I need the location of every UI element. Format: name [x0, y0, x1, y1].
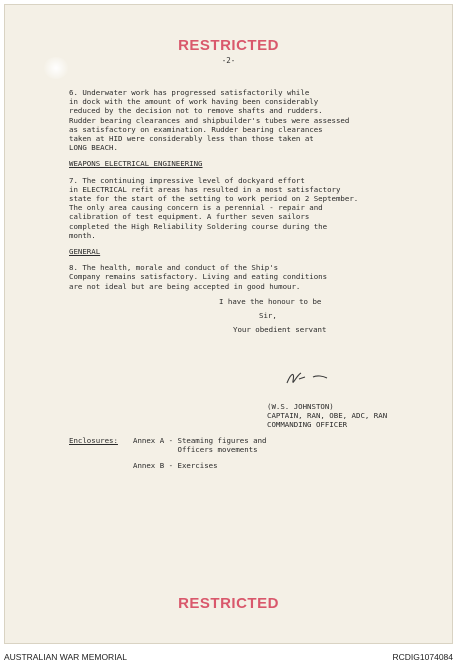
paragraph-8: 8. The health, morale and conduct of the Ship's Company remains satisfactory. Living and eating conditions are not ideal but are being accepted in good humour.: [69, 263, 328, 291]
annex-a: Annex A - Steaming figures and Officers movements: [133, 436, 267, 454]
signatory-name: (W.S. JOHNSTON): [267, 402, 334, 411]
closing-line-3: Your obedient servant: [233, 325, 327, 334]
heading-weapons-electrical: WEAPONS ELECTRICAL ENGINEERING: [69, 159, 203, 169]
restricted-stamp-bottom: RESTRICTED: [178, 595, 279, 612]
paragraph-7: 7. The continuing impressive level of dockyard effort in ELECTRICAL refit areas has resulted in a most satisfactory state for the start of the setting to work period on 2 September. The only area causing concern is a perennial - repair and calibration of test equipment. A further seven sailors completed the High Reliability Soldering course during the month.: [69, 175, 359, 240]
closing-block: [219, 295, 326, 337]
signatory-role: COMMANDING OFFICER: [267, 419, 348, 429]
footer-id: RCDIG1074084: [392, 652, 453, 662]
document-page: [4, 4, 453, 644]
letter-body: [69, 88, 419, 298]
heading-general: GENERAL: [69, 247, 101, 257]
handwritten-signature: [283, 367, 343, 389]
archive-footer: [0, 647, 458, 666]
footer-source: AUSTRALIAN WAR MEMORIAL: [4, 652, 127, 662]
paragraph-6: 6. Underwater work has progressed satisfactorily while in dock with the amount of work having been considerably reduced by the decision not to remove shafts and rudders. Rudder bearing clearances and shipbuilder's tubes were assessed as satisfactory on examination. Rudder bearing clearances taken at HID were considerably less than those taken at LONG BEACH.: [69, 88, 350, 153]
closing-line-2: Sir,: [259, 311, 277, 320]
enclosures-label: Enclosures:: [69, 436, 118, 445]
page-number: -2-: [221, 56, 236, 65]
signatory-rank: CAPTAIN, RAN, OBE, ADC, RAN: [267, 410, 388, 420]
restricted-stamp-top: RESTRICTED: [178, 37, 279, 54]
signature-block: [267, 403, 387, 429]
closing-line-1: I have the honour to be: [219, 297, 322, 306]
annex-b: Annex B - Exercises: [133, 461, 218, 470]
